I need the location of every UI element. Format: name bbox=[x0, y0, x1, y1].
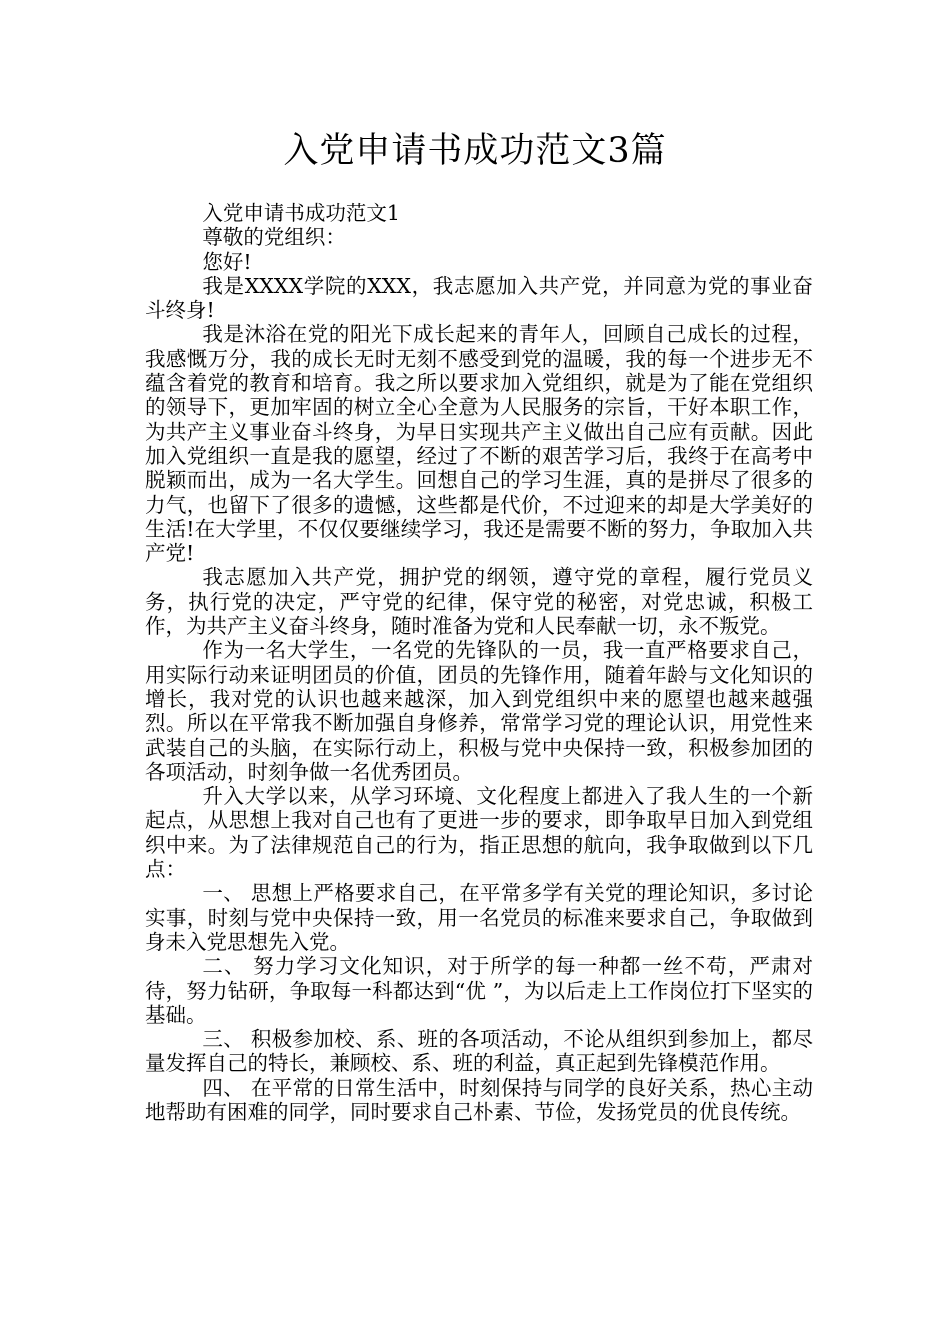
document-body bbox=[145, 201, 813, 1124]
greeting-paragraph: 您好! bbox=[202, 249, 252, 274]
list-item-paragraph: 四、 在平常的日常生活中，时刻保持与同学的良好关系，热心主动地帮助有困难的同学，同时要求自己朴素、节俭，发扬党员的优良传统。 bbox=[145, 1075, 813, 1124]
list-item-paragraph: 一、 思想上严格要求自己，在平常多学有关党的理论知识，多讨论实事，时刻与党中央保持一致，用一名党员的标准来要求自己，争取做到身未入党思想先入党。 bbox=[145, 881, 813, 954]
document-title: 入党申请书成功范文3篇 bbox=[283, 131, 667, 171]
list-item-paragraph: 三、 积极参加校、系、班的各项活动，不论从组织到参加上，都尽量发挥自己的特长，兼顾校、系、班的利益，真正起到先锋模范作用。 bbox=[145, 1027, 813, 1076]
salutation-paragraph: 尊敬的党组织： bbox=[202, 225, 346, 250]
list-item-paragraph: 二、 努力学习文化知识，对于所学的每一种都一丝不苟，严肃对待，努力钻研，争取每一科都达到“优 ”，为以后走上工作岗位打下坚实的基础。 bbox=[145, 954, 813, 1027]
body-paragraph: 我志愿加入共产党，拥护党的纲领，遵守党的章程，履行党员义务，执行党的决定，严守党的纪律，保守党的秘密，对党忠诚，积极工作，为共产主义奋斗终身，随时准备为党和人民奉献一切，永不叛党。 bbox=[145, 565, 813, 639]
body-paragraph: 我是XXXX学院的XXX，我志愿加入共产党，并同意为党的事业奋斗终身! bbox=[145, 273, 813, 323]
body-paragraph: 我是沐浴在党的阳光下成长起来的青年人，回顾自己成长的过程，我感慨万分，我的成长无时无刻不感受到党的温暖，我的每一个进步无不蕴含着党的教育和培育。我之所以要求加入党组织，就是为了能在党组织的领导下，更加牢固的树立全心全意为人民服务的宗旨，干好本职工作，为共产主义事业奋斗终身，为早日实现共产主义做出自己应有贡献。因此加入党组织一直是我的愿望，经过了不断的艰苦学习后，我终于在高考中脱颖而出，成为一名大学生。回想自己的学习生涯，真的是拼尽了很多的力气，也留下了很多的遗憾，这些都是代价，不过迎来的却是大学美好的生活!在大学里，不仅仅要继续学习，我还是需要不断的努力，争取加入共产党! bbox=[145, 322, 813, 566]
subtitle-paragraph: 入党申请书成功范文1 bbox=[202, 201, 400, 225]
body-paragraph: 作为一名大学生，一名党的先锋队的一员，我一直严格要求自己，用实际行动来证明团员的价值，团员的先锋作用，随着年龄与文化知识的增长，我对党的认识也越来越深，加入到党组织中来的愿望也越来越强烈。所以在平常我不断加强自身修养，常常学习党的理论认识，用党性来武装自己的头脑，在实际行动上，积极与党中央保持一致，积极参加团的各项活动，时刻争做一名优秀团员。 bbox=[145, 638, 813, 784]
body-paragraph: 升入大学以来，从学习环境、文化程度上都进入了我人生的一个新起点，从思想上我对自己也有了更进一步的要求，即争取早日加入到党组织中来。为了法律规范自己的行为，指正思想的航向，我争取做到以下几点： bbox=[145, 784, 813, 882]
